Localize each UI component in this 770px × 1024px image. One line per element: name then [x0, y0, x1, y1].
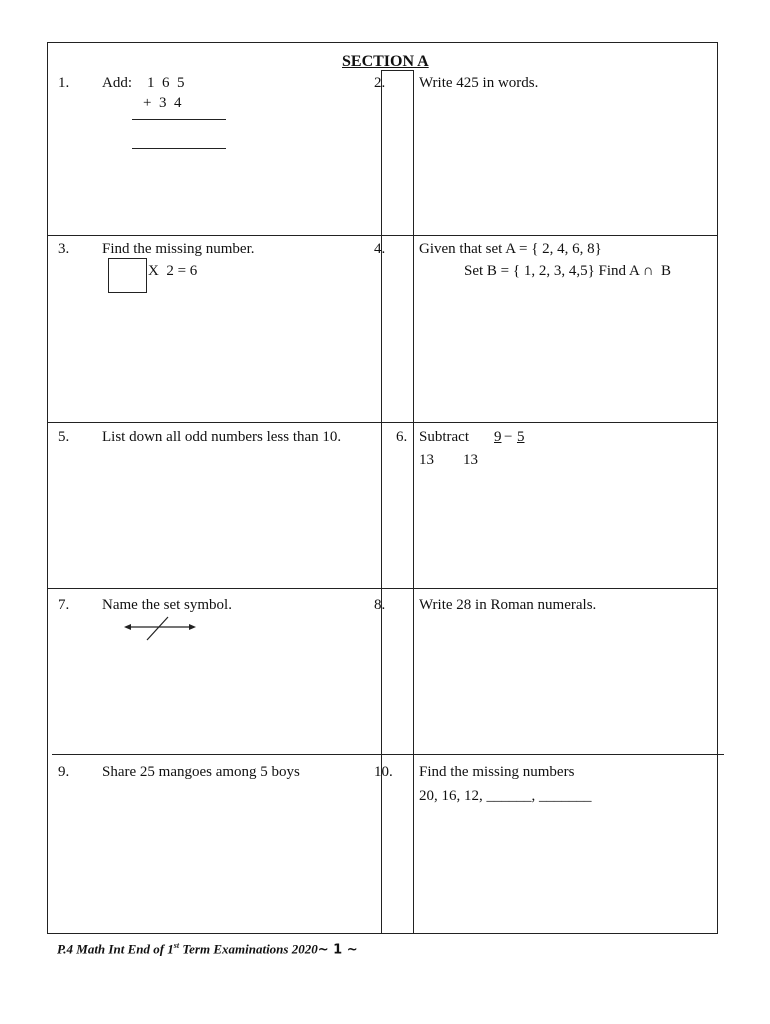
question-2-number: 2. [374, 75, 386, 91]
frame-right [717, 42, 718, 933]
question-10-sequence: 20, 16, 12, ______, _______ [419, 788, 592, 804]
question-7-number: 7. [58, 597, 70, 613]
question-1-addend-1: 1 6 5 [147, 75, 185, 91]
page-number: ~ 1 ~ [317, 942, 358, 958]
footer-text: P.4 Math Int End of 1 [57, 941, 174, 957]
row-divider-2 [47, 422, 718, 423]
question-6-denominator-1: 13 [419, 452, 434, 468]
question-3-text: Find the missing number. [102, 241, 255, 257]
column-divider-left [381, 70, 382, 933]
question-5-number: 5. [58, 429, 70, 445]
question-10-text: Find the missing numbers [419, 764, 575, 780]
not-equivalent-symbol-icon [122, 616, 198, 642]
frame-left [47, 42, 48, 933]
question-5-text: List down all odd numbers less than 10. [102, 429, 342, 445]
question-4-text: Given that set A = { 2, 4, 6, 8} [419, 241, 602, 257]
question-9-number: 9. [58, 764, 70, 780]
row-divider-3 [47, 588, 718, 589]
row-divider-4 [52, 754, 724, 755]
question-4-line-2: Set B = { 1, 2, 3, 4,5} Find A ∩ B [464, 263, 672, 279]
section-title: SECTION A [342, 53, 429, 70]
question-1-text: Add: [102, 75, 132, 91]
footer-superscript: st [173, 941, 180, 950]
question-3-number: 3. [58, 241, 70, 257]
question-6-text: Subtract [419, 429, 469, 445]
frame-top [47, 42, 718, 43]
question-8-number: 8. [374, 597, 386, 613]
row-divider-1 [47, 235, 718, 236]
question-10-number: 10. [374, 764, 393, 780]
question-6-operator: − [504, 429, 513, 445]
question-3-answer-box[interactable] [108, 258, 147, 293]
question-3-equation: X 2 = 6 [148, 263, 198, 279]
question-6-number: 6. [396, 429, 408, 445]
question-6-numerator-1: 9 [494, 429, 502, 445]
question-1-sum-line [132, 119, 226, 120]
question-2-text: Write 425 in words. [419, 75, 539, 91]
column-divider-right [413, 70, 414, 933]
question-6-numerator-2: 5 [517, 429, 525, 445]
page-footer [57, 941, 358, 957]
frame-bottom [47, 933, 718, 934]
question-8-text: Write 28 in Roman numerals. [419, 597, 597, 613]
question-1-number: 1. [58, 75, 70, 91]
question-1-answer-line[interactable] [132, 148, 226, 149]
question-7-text: Name the set symbol. [102, 597, 232, 613]
question-6-denominator-2: 13 [463, 452, 478, 468]
question-1-addend-2: + 3 4 [143, 95, 182, 111]
question-9-text: Share 25 mangoes among 5 boys [102, 764, 300, 780]
footer-text-2: Term Examinations 2020 [179, 941, 318, 957]
question-4-number: 4. [374, 241, 386, 257]
